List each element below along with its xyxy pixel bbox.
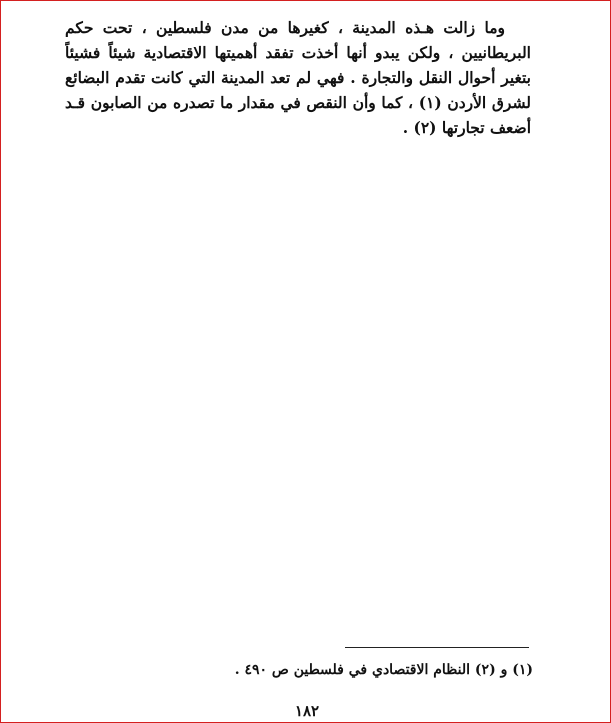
page-number: ١٨٢: [294, 702, 320, 720]
footnote-separator: [345, 647, 529, 648]
body-line-2: البريطانيين ، ولكن يبدو أنها أخذت تفقد أهميتها الاقتصادية شيئاً فشيئاً: [65, 43, 531, 62]
body-line-3: بتغير أحوال النقل والتجارة . فهي لم تعد المدينة التي كانت تقدم البضائع: [65, 68, 531, 87]
body-line-5: أضعف تجارتها (٢) .: [402, 118, 531, 137]
body-text: [65, 15, 531, 140]
body-line-4: لشرق الأردن (١) ، كما وأن النقص في مقدار ما تصدره من الصابون قـد: [65, 93, 531, 112]
body-line-1: وما زالت هـذه المدينة ، كغيرها من مدن فلسطين ، تحت حكم: [65, 18, 505, 37]
footnote: (١) و (٢) النظام الاقتصادي في فلسطين ص ٤٩٠ .: [234, 662, 533, 678]
